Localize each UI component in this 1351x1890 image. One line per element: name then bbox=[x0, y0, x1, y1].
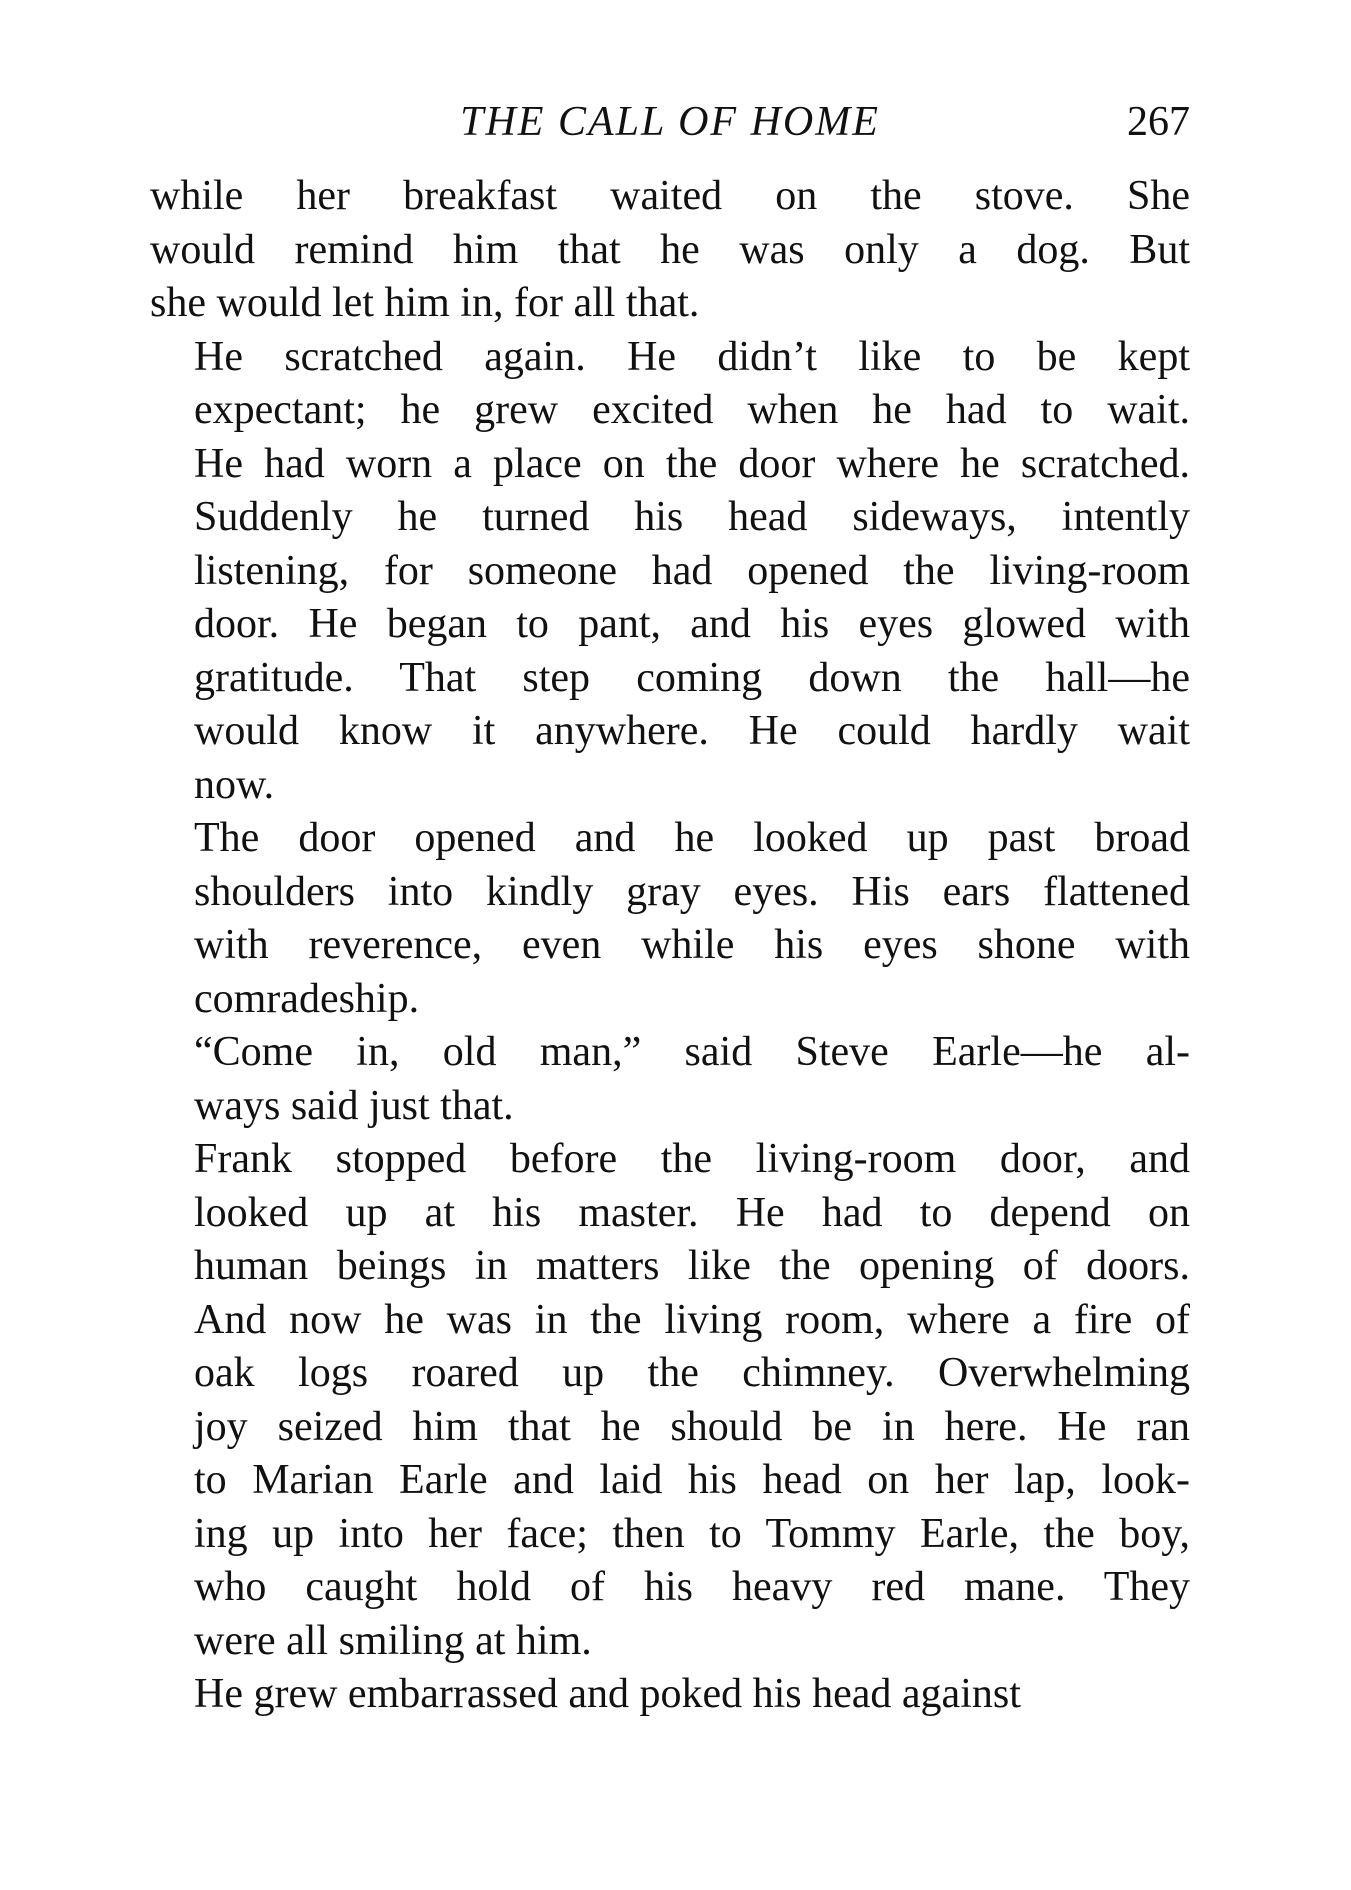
running-head bbox=[150, 92, 1190, 152]
text-line: looked up at his master. He had to depend on bbox=[194, 1189, 1190, 1236]
paragraph bbox=[150, 1133, 1190, 1668]
text-line: joy seized him that he should be in here. He ran bbox=[194, 1403, 1190, 1450]
text-line: Frank stopped before the living-room door, and bbox=[194, 1136, 1190, 1182]
text-line: ways said just that. bbox=[194, 1082, 514, 1129]
text-line: who caught hold of his heavy red mane. They bbox=[194, 1564, 1190, 1610]
text-line: comradeship. bbox=[194, 975, 420, 1022]
text-line: while her breakfast waited on the stove. She bbox=[150, 173, 1190, 219]
text-line: oak logs roared up the chimney. Overwhelming bbox=[194, 1350, 1190, 1396]
body-text bbox=[150, 170, 1190, 1722]
page-number: 267 bbox=[1127, 99, 1190, 145]
text-line: to Marian Earle and laid his head on her lap, look- bbox=[194, 1457, 1190, 1503]
text-line: with reverence, even while his eyes shone with bbox=[194, 922, 1190, 968]
paragraph bbox=[150, 170, 1190, 331]
paragraph bbox=[150, 1026, 1190, 1133]
text-line: human beings in matters like the opening of doors. bbox=[194, 1243, 1190, 1289]
running-title: THE CALL OF HOME bbox=[460, 99, 880, 145]
text-line: The door opened and he looked up past broad bbox=[194, 815, 1190, 861]
paragraph bbox=[150, 1668, 1190, 1722]
text-line: Suddenly he turned his head sideways, intently bbox=[194, 494, 1190, 540]
text-line: “Come in, old man,” said Steve Earle—he al- bbox=[194, 1029, 1190, 1075]
text-line: listening, for someone had opened the living-room bbox=[194, 547, 1190, 594]
paragraph bbox=[150, 331, 1190, 813]
text-line: He grew embarrassed and poked his head against bbox=[194, 1671, 1021, 1717]
text-line: ing up into her face; then to Tommy Earle, the boy, bbox=[194, 1510, 1190, 1557]
text-line: expectant; he grew excited when he had to wait. bbox=[194, 387, 1190, 433]
text-line: were all smiling at him. bbox=[194, 1617, 592, 1664]
text-line: would remind him that he was only a dog. But bbox=[150, 226, 1190, 273]
text-line: now. bbox=[194, 761, 275, 808]
text-line: And now he was in the living room, where a fire of bbox=[194, 1296, 1190, 1343]
text-line: would know it anywhere. He could hardly wait bbox=[194, 708, 1190, 754]
text-line: gratitude. That step coming down the hall—he bbox=[194, 654, 1190, 701]
text-line: she would let him in, for all that. bbox=[150, 280, 700, 326]
text-line: shoulders into kindly gray eyes. His ears flattened bbox=[194, 868, 1190, 915]
text-line: door. He began to pant, and his eyes glowed with bbox=[194, 601, 1190, 647]
text-line: He scratched again. He didn’t like to be kept bbox=[194, 333, 1190, 380]
text-line: He had worn a place on the door where he scratched. bbox=[194, 440, 1190, 487]
paragraph bbox=[150, 812, 1190, 1026]
